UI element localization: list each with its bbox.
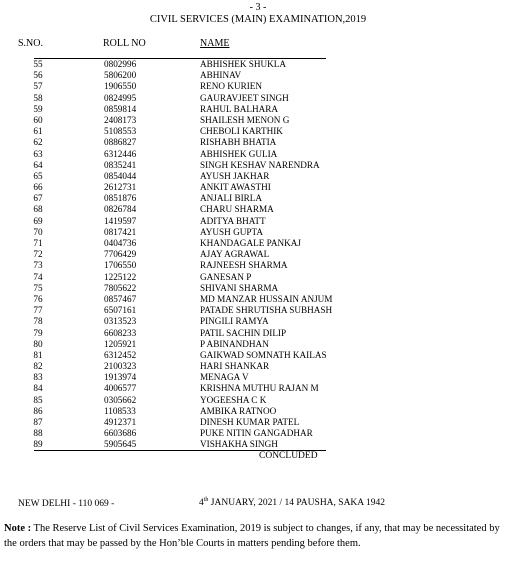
row-roll-no: 0851876 bbox=[104, 193, 137, 204]
row-roll-no: 0886827 bbox=[104, 137, 137, 148]
column-header-sno: S.NO. bbox=[18, 38, 44, 49]
table-row bbox=[0, 104, 516, 115]
row-name: GANESAN P bbox=[200, 271, 252, 282]
row-roll-no: 1706550 bbox=[104, 260, 137, 271]
table-row bbox=[0, 249, 516, 260]
row-roll-no: 0854044 bbox=[104, 170, 137, 181]
table-row bbox=[0, 126, 516, 137]
row-name: GAURAVJEET SINGH bbox=[200, 92, 289, 103]
row-name: ABHISHEK SHUKLA bbox=[200, 59, 287, 69]
footer-date-rest: JANUARY, 2021 / 14 PAUSHA, SAKA 1942 bbox=[208, 498, 386, 509]
row-name: PINGILI RAMYA bbox=[200, 316, 269, 327]
row-sno: 65 bbox=[33, 170, 43, 181]
row-sno: 64 bbox=[33, 159, 43, 170]
row-roll-no: 4006577 bbox=[104, 383, 137, 394]
table-row bbox=[0, 316, 516, 327]
row-roll-no: 5905645 bbox=[104, 439, 137, 450]
row-sno: 80 bbox=[33, 338, 43, 349]
table-row bbox=[0, 406, 516, 417]
row-sno: 66 bbox=[33, 182, 43, 193]
row-roll-no: 1108533 bbox=[104, 405, 136, 416]
row-name: YOGEESHA C K bbox=[200, 394, 267, 405]
concluded-label: CONCLUDED bbox=[259, 451, 318, 461]
row-sno: 76 bbox=[33, 293, 43, 304]
note-label: Note : bbox=[4, 523, 32, 534]
row-sno: 77 bbox=[33, 305, 43, 316]
row-name: VISHAKHA SINGH bbox=[200, 439, 278, 450]
row-sno: 68 bbox=[33, 204, 43, 215]
row-roll-no: 1205921 bbox=[104, 338, 137, 349]
row-roll-no: 0835241 bbox=[104, 159, 137, 170]
column-header-name: NAME bbox=[200, 38, 230, 49]
row-roll-no: 1419597 bbox=[104, 215, 137, 226]
footer-place: NEW DELHI - 110 069 - bbox=[18, 499, 115, 509]
row-name: SINGH KESHAV NARENDRA bbox=[200, 159, 320, 170]
row-name: SHIVANI SHARMA bbox=[200, 282, 279, 293]
table-row bbox=[0, 93, 516, 104]
table-row bbox=[0, 272, 516, 283]
table-row bbox=[0, 260, 516, 271]
row-name: DINESH KUMAR PATEL bbox=[200, 417, 300, 427]
row-sno: 75 bbox=[33, 282, 43, 293]
row-sno: 59 bbox=[33, 103, 43, 114]
table-row bbox=[0, 81, 516, 92]
table-row bbox=[0, 70, 516, 81]
row-name: ABHISHEK GULIA bbox=[200, 148, 278, 159]
row-sno: 55 bbox=[33, 59, 43, 69]
table-row bbox=[0, 328, 516, 339]
row-roll-no: 6603686 bbox=[104, 428, 137, 439]
table-row bbox=[0, 137, 516, 148]
row-name: GAIKWAD SOMNATH KAILAS bbox=[200, 349, 327, 360]
table-row bbox=[0, 238, 516, 249]
row-sno: 67 bbox=[33, 193, 43, 204]
row-sno: 79 bbox=[33, 327, 43, 338]
row-sno: 60 bbox=[33, 114, 43, 125]
row-name: ANKIT AWASTHI bbox=[200, 182, 271, 193]
table-row bbox=[0, 193, 516, 204]
table-row bbox=[0, 216, 516, 227]
row-name: KHANDAGALE PANKAJ bbox=[200, 238, 301, 248]
row-sno: 57 bbox=[33, 81, 43, 92]
row-name: RISHABH BHATIA bbox=[200, 137, 277, 148]
footer-date-suffix: th bbox=[203, 497, 209, 503]
row-roll-no: 0817421 bbox=[104, 226, 137, 237]
row-name: ADITYA BHATT bbox=[200, 215, 266, 226]
row-sno: 69 bbox=[33, 215, 43, 226]
row-name: PATADE SHRUTISHA SUBHASH bbox=[200, 305, 333, 316]
row-sno: 74 bbox=[33, 271, 43, 282]
row-name: HARI SHANKAR bbox=[200, 361, 270, 372]
row-roll-no: 1906550 bbox=[104, 81, 137, 92]
row-name: RAJNEESH SHARMA bbox=[200, 260, 288, 271]
row-sno: 86 bbox=[33, 405, 43, 416]
row-sno: 63 bbox=[33, 148, 43, 159]
row-sno: 72 bbox=[33, 249, 43, 260]
row-name: RENO KURIEN bbox=[200, 81, 263, 92]
row-roll-no: 2100323 bbox=[104, 361, 137, 372]
row-sno: 84 bbox=[33, 383, 43, 394]
row-name: ABHINAV bbox=[200, 70, 242, 81]
row-roll-no: 7706429 bbox=[104, 249, 137, 260]
row-name: AYUSH GUPTA bbox=[200, 226, 263, 237]
row-name: PUKE NITIN GANGADHAR bbox=[200, 428, 313, 439]
row-sno: 89 bbox=[33, 439, 43, 450]
row-sno: 58 bbox=[33, 92, 43, 103]
table-row bbox=[0, 305, 516, 316]
row-sno: 87 bbox=[33, 417, 43, 427]
row-roll-no: 5806200 bbox=[104, 70, 137, 81]
table-row bbox=[0, 59, 516, 70]
row-roll-no: 4912371 bbox=[104, 417, 137, 427]
row-name: ANJALI BIRLA bbox=[200, 193, 263, 204]
row-roll-no: 7805622 bbox=[104, 282, 137, 293]
table-row bbox=[0, 171, 516, 182]
row-name: KRISHNA MUTHU RAJAN M bbox=[200, 383, 319, 394]
results-table bbox=[0, 59, 516, 451]
table-row bbox=[0, 182, 516, 193]
row-sno: 78 bbox=[33, 316, 43, 327]
row-roll-no: 5108553 bbox=[104, 126, 137, 137]
row-name: MENAGA V bbox=[200, 372, 249, 383]
row-roll-no: 6507161 bbox=[104, 305, 137, 316]
row-name: RAHUL BALHARA bbox=[200, 103, 279, 114]
table-row bbox=[0, 417, 516, 428]
row-roll-no: 0859814 bbox=[104, 103, 137, 114]
table-row bbox=[0, 339, 516, 350]
row-name: AJAY AGRAWAL bbox=[200, 249, 270, 260]
row-roll-no: 1913974 bbox=[104, 372, 137, 383]
row-roll-no: 1225122 bbox=[104, 271, 137, 282]
table-row bbox=[0, 149, 516, 160]
table-row bbox=[0, 283, 516, 294]
row-sno: 81 bbox=[33, 349, 43, 360]
table-row bbox=[0, 115, 516, 126]
row-sno: 82 bbox=[33, 361, 43, 372]
row-name: P ABINANDHAN bbox=[200, 338, 269, 349]
table-row bbox=[0, 350, 516, 361]
table-row bbox=[0, 160, 516, 171]
row-sno: 85 bbox=[33, 394, 43, 405]
footer-date bbox=[199, 497, 385, 508]
table-row bbox=[0, 383, 516, 394]
row-roll-no: 2612731 bbox=[104, 182, 137, 193]
row-roll-no: 0826784 bbox=[104, 204, 137, 215]
row-sno: 73 bbox=[33, 260, 43, 271]
row-roll-no: 0313523 bbox=[104, 316, 137, 327]
table-row bbox=[0, 361, 516, 372]
table-row bbox=[0, 294, 516, 305]
row-roll-no: 0857467 bbox=[104, 293, 137, 304]
row-sno: 62 bbox=[33, 137, 43, 148]
row-sno: 61 bbox=[33, 126, 43, 137]
table-row bbox=[0, 227, 516, 238]
row-sno: 71 bbox=[33, 238, 43, 248]
row-sno: 88 bbox=[33, 428, 43, 439]
row-roll-no: 0305662 bbox=[104, 394, 137, 405]
row-name: AMBIKA RATNOO bbox=[200, 405, 277, 416]
row-roll-no: 6312452 bbox=[104, 349, 137, 360]
row-roll-no: 0802996 bbox=[104, 59, 137, 69]
note-text: The Reserve List of Civil Services Examination, 2019 is subject to changes, if any, that may be necessitated by the orders that may be passed by the Hon’ble Courts in matters pending before them. bbox=[4, 523, 500, 549]
row-name: MD MANZAR HUSSAIN ANJUM bbox=[200, 293, 333, 304]
footer-date-day: 4 bbox=[199, 498, 204, 509]
table-row bbox=[0, 372, 516, 383]
table-row bbox=[0, 204, 516, 215]
document-title: CIVIL SERVICES (MAIN) EXAMINATION,2019 bbox=[149, 14, 367, 25]
row-roll-no: 0824995 bbox=[104, 92, 137, 103]
row-sno: 83 bbox=[33, 372, 43, 383]
row-name: PATIL SACHIN DILIP bbox=[200, 327, 287, 338]
row-name: CHARU SHARMA bbox=[200, 204, 274, 215]
row-roll-no: 6608233 bbox=[104, 327, 137, 338]
row-roll-no: 0404736 bbox=[104, 238, 137, 248]
row-roll-no: 6312446 bbox=[104, 148, 137, 159]
row-name: AYUSH JAKHAR bbox=[200, 170, 270, 181]
table-row bbox=[0, 439, 516, 450]
page-number: - 3 - bbox=[249, 2, 267, 13]
note bbox=[4, 521, 512, 551]
row-name: CHEBOLI KARTHIK bbox=[200, 126, 283, 137]
table-row bbox=[0, 395, 516, 406]
table-row bbox=[0, 428, 516, 439]
row-sno: 56 bbox=[33, 70, 43, 81]
row-sno: 70 bbox=[33, 226, 43, 237]
row-name: SHAILESH MENON G bbox=[200, 114, 290, 125]
row-roll-no: 2408173 bbox=[104, 114, 137, 125]
column-header-roll: ROLL NO bbox=[103, 38, 146, 49]
